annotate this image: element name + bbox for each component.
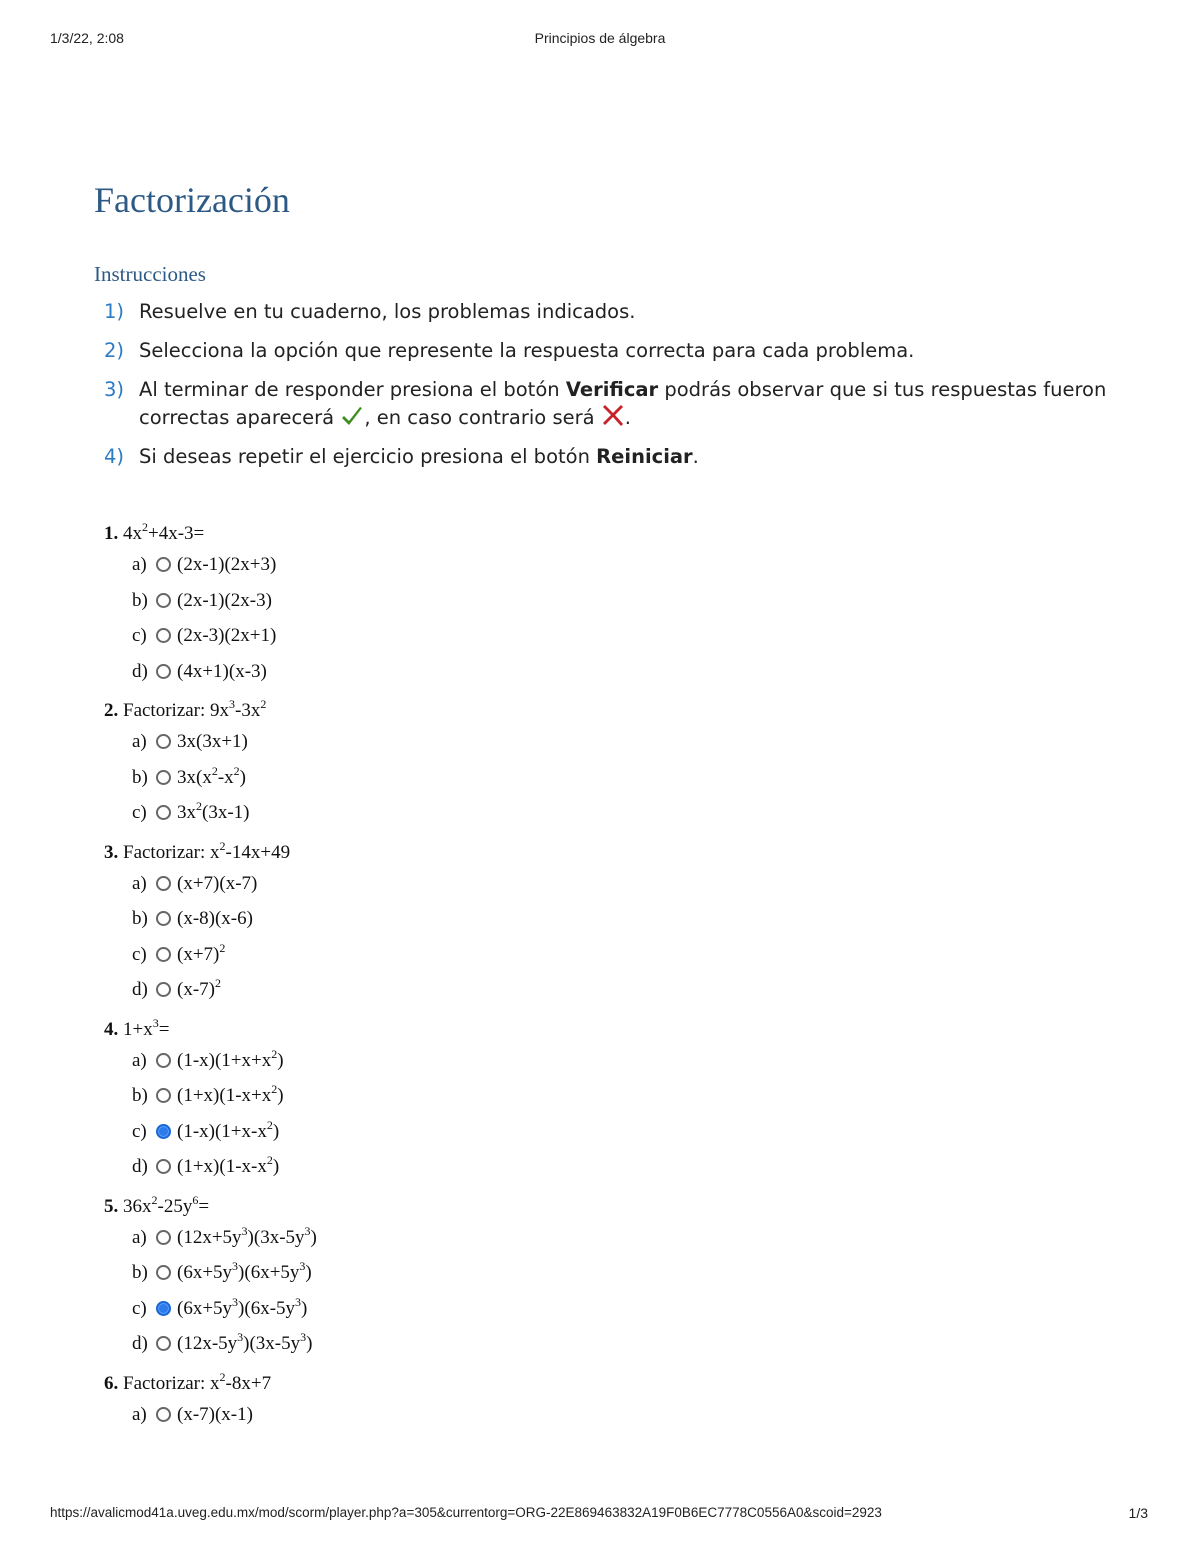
text-part: 36x [118, 1195, 152, 1217]
text-part: (1+x)(1-x-x [177, 1156, 267, 1177]
radio-unselected[interactable] [156, 911, 171, 926]
option-text [177, 937, 225, 973]
superscript: 2 [211, 763, 218, 778]
question-1 [94, 520, 1134, 689]
instruction-number: 2) [104, 339, 125, 362]
questions-list [94, 520, 1134, 1432]
radio-unselected[interactable] [156, 593, 171, 608]
superscript: 3 [295, 1294, 302, 1309]
text-part: ) [305, 1262, 312, 1283]
text-part: ) [306, 1333, 313, 1354]
print-url: https://avalicmod41a.uveg.edu.mx/mod/scorm/player.php?a=305&currentorg=ORG-22E869463832A19F0B6EC7778C0556A0&scoid=2923 [50, 1505, 882, 1520]
print-datetime: 1/3/22, 2:08 [50, 30, 124, 46]
option-text [177, 1149, 279, 1185]
option-text [177, 1397, 253, 1433]
text-part: (2x-3)(2x+1) [177, 625, 277, 646]
answer-option[interactable] [132, 901, 1134, 937]
instructions-heading: Instrucciones [94, 262, 206, 286]
instruction-item [104, 443, 1134, 470]
superscript: 3 [152, 1015, 159, 1030]
option-text [177, 760, 246, 796]
radio-unselected[interactable] [156, 1407, 171, 1422]
superscript: 2 [271, 1046, 278, 1061]
question-stem [104, 1370, 1134, 1397]
text-part: ) [277, 1085, 284, 1106]
superscript: 3 [304, 1223, 311, 1238]
option-text [177, 1114, 279, 1150]
question-stem [104, 697, 1134, 724]
option-letter: d) [132, 660, 148, 682]
answer-option[interactable] [132, 1326, 1134, 1362]
answer-option[interactable] [132, 1291, 1134, 1327]
instruction-number: 3) [104, 378, 125, 401]
superscript: 3 [299, 1259, 306, 1273]
superscript: 2 [214, 976, 221, 990]
instruction-item [104, 376, 1134, 431]
radio-unselected[interactable] [156, 734, 171, 749]
option-text [177, 583, 272, 619]
option-text [177, 1220, 317, 1256]
superscript: 2 [266, 1153, 273, 1167]
option-text [177, 866, 257, 902]
text-part: (x+7) [177, 943, 220, 965]
instruction-item [104, 298, 1134, 325]
answer-option[interactable] [132, 1255, 1134, 1291]
option-text [177, 901, 253, 937]
question-2 [94, 697, 1134, 831]
option-letter: c) [132, 1297, 147, 1319]
superscript: 2 [151, 1192, 158, 1207]
option-letter: c) [132, 943, 147, 965]
text-part: (2x-1)(2x-3) [177, 589, 272, 611]
question-stem [104, 1193, 1134, 1220]
option-letter: a) [132, 1226, 147, 1248]
superscript: 2 [271, 1082, 278, 1096]
reset-button-reference: Reiniciar [596, 445, 693, 468]
option-text [177, 618, 276, 654]
text-part: 3x(3x+1) [177, 731, 248, 752]
option-text [177, 795, 249, 831]
option-letter: a) [132, 1049, 147, 1071]
superscript: 3 [229, 697, 236, 711]
check-icon [340, 406, 364, 428]
option-text [177, 1078, 284, 1114]
radio-unselected[interactable] [156, 947, 171, 962]
option-letter: d) [132, 979, 148, 1000]
text-part: (2x-1)(2x+3) [177, 554, 277, 575]
text-part: )(3x-5y [243, 1333, 301, 1354]
option-text [177, 972, 221, 1008]
option-text [177, 654, 267, 690]
text-part: ) [272, 1120, 280, 1142]
answer-option[interactable] [132, 1078, 1134, 1114]
verify-button-reference: Verificar [565, 378, 659, 401]
text-part: -14x+49 [225, 841, 291, 863]
print-page-number: 1/3 [1128, 1505, 1148, 1521]
text-part: ) [301, 1297, 308, 1319]
question-number: 2. [104, 700, 119, 721]
text-part: (12x-5y [177, 1333, 238, 1354]
superscript: 6 [192, 1192, 199, 1207]
option-letter: b) [132, 589, 148, 611]
answer-option[interactable] [132, 1114, 1134, 1150]
question-number: 4. [104, 1018, 119, 1040]
option-letter: c) [132, 1120, 147, 1142]
text-part: (1+x)(1-x+x [177, 1085, 272, 1106]
text-part: (3x-1) [202, 802, 250, 823]
answer-option[interactable] [132, 547, 1134, 583]
radio-unselected[interactable] [156, 557, 171, 572]
answer-option[interactable] [132, 760, 1134, 796]
question-5 [94, 1193, 1134, 1362]
radio-unselected[interactable] [156, 1159, 171, 1174]
text-part: ) [310, 1226, 317, 1248]
instruction-text-part: , en caso contrario será [364, 406, 601, 429]
question-number: 3. [104, 841, 119, 863]
option-letter: d) [132, 1156, 148, 1177]
instruction-number: 1) [104, 300, 125, 323]
instruction-text-part: . [692, 445, 699, 468]
print-footer [0, 1505, 1200, 1525]
option-text [177, 1291, 307, 1327]
text-part: -3x [235, 700, 261, 721]
answer-option[interactable] [132, 618, 1134, 654]
superscript: 2 [260, 697, 267, 711]
instruction-text [139, 443, 1134, 470]
option-letter: a) [132, 872, 147, 894]
radio-unselected[interactable] [156, 1336, 171, 1351]
instruction-item [104, 337, 1134, 364]
option-text [177, 724, 248, 760]
text-part: )(6x-5y [238, 1297, 296, 1319]
x-icon [601, 403, 625, 427]
radio-selected[interactable] [156, 1124, 171, 1139]
question-number: 6. [104, 1372, 119, 1394]
instruction-text-part: . [624, 406, 631, 429]
radio-unselected[interactable] [156, 628, 171, 643]
option-letter: b) [132, 766, 148, 788]
text-part: ) [239, 766, 246, 788]
question-stem [104, 520, 1134, 547]
text-part: = [158, 1018, 170, 1040]
radio-unselected[interactable] [156, 664, 171, 679]
question-stem [104, 1016, 1134, 1043]
print-page-title: Principios de álgebra [534, 30, 666, 46]
superscript: 2 [219, 1369, 226, 1384]
text-part: (1-x)(1+x-x [177, 1120, 267, 1142]
radio-unselected[interactable] [156, 805, 171, 820]
option-letter: a) [132, 731, 147, 752]
option-letter: a) [132, 554, 147, 575]
answer-option[interactable] [132, 654, 1134, 690]
text-part: (6x+5y [177, 1262, 233, 1283]
instruction-number: 4) [104, 445, 125, 468]
question-stem [104, 839, 1134, 866]
radio-unselected[interactable] [156, 1230, 171, 1245]
text-part: Factorizar: x [118, 841, 220, 863]
option-letter: d) [132, 1333, 148, 1354]
answer-option[interactable] [132, 583, 1134, 619]
superscript: 2 [266, 1117, 273, 1132]
option-text [177, 1326, 312, 1362]
superscript: 2 [233, 763, 240, 778]
option-letter: b) [132, 908, 148, 929]
text-part: (6x+5y [177, 1297, 233, 1319]
text-part: -8x+7 [225, 1372, 272, 1394]
radio-unselected[interactable] [156, 1088, 171, 1103]
text-part: 4x [118, 523, 142, 544]
superscript: 3 [241, 1223, 248, 1238]
question-4 [94, 1016, 1134, 1185]
text-part: (x-8)(x-6) [177, 908, 253, 929]
text-part: Factorizar: x [118, 1372, 220, 1394]
instruction-text: Resuelve en tu cuaderno, los problemas indicados. [139, 300, 636, 323]
text-part: (x-7)(x-1) [177, 1403, 253, 1425]
radio-unselected[interactable] [156, 876, 171, 891]
option-letter: a) [132, 1403, 147, 1425]
superscript: 2 [219, 838, 226, 853]
question-3 [94, 839, 1134, 1008]
answer-option[interactable] [132, 1043, 1134, 1079]
superscript: 3 [300, 1330, 307, 1344]
answer-option[interactable] [132, 795, 1134, 831]
answer-option[interactable] [132, 866, 1134, 902]
text-part: (x+7)(x-7) [177, 872, 258, 894]
text-part: -25y [157, 1195, 193, 1217]
option-letter: c) [132, 802, 147, 823]
instruction-text [139, 376, 1134, 431]
radio-unselected[interactable] [156, 1053, 171, 1068]
option-letter: b) [132, 1262, 148, 1283]
option-letter: c) [132, 625, 147, 646]
superscript: 2 [219, 940, 226, 955]
text-part: 3x(x [177, 766, 212, 788]
superscript: 2 [142, 520, 148, 534]
text-part: 3x [177, 802, 196, 823]
question-number: 5. [104, 1195, 119, 1217]
answer-option[interactable] [132, 1220, 1134, 1256]
instruction-text-part: podrás observar que si tus respuestas fueron correctas aparecerá [139, 378, 1107, 429]
instruction-text-part: Al terminar de responder presiona el botón [139, 378, 566, 401]
radio-unselected[interactable] [156, 982, 171, 997]
text-part: (12x+5y [177, 1226, 242, 1248]
radio-unselected[interactable] [156, 770, 171, 785]
text-part: (1-x)(1+x+x [177, 1049, 272, 1071]
text-part: +4x-3= [148, 523, 205, 544]
radio-selected[interactable] [156, 1301, 171, 1316]
question-number: 1. [104, 523, 119, 544]
instruction-text-part: Si deseas repetir el ejercicio presiona el botón [139, 445, 597, 468]
radio-unselected[interactable] [156, 1265, 171, 1280]
text-part: -x [217, 766, 234, 788]
superscript: 3 [232, 1259, 239, 1273]
text-part: Factorizar: 9x [118, 700, 230, 721]
text-part: = [198, 1195, 210, 1217]
instructions-list [94, 298, 1134, 470]
text-part: 1+x [118, 1018, 153, 1040]
text-part: ) [277, 1049, 284, 1071]
question-6 [94, 1370, 1134, 1433]
answer-option[interactable] [132, 1397, 1134, 1433]
superscript: 3 [232, 1294, 239, 1309]
answer-option[interactable] [132, 972, 1134, 1008]
page-title: Factorización [94, 180, 290, 220]
superscript: 2 [196, 799, 202, 813]
option-text [177, 547, 276, 583]
text-part: (4x+1)(x-3) [177, 660, 267, 682]
text-part: (x-7) [177, 979, 215, 1000]
option-text [177, 1043, 284, 1079]
superscript: 3 [237, 1330, 244, 1344]
option-letter: b) [132, 1085, 148, 1106]
instruction-text: Selecciona la opción que represente la respuesta correcta para cada problema. [139, 339, 915, 362]
text-part: )(3x-5y [247, 1226, 305, 1248]
answer-option[interactable] [132, 1149, 1134, 1185]
text-part: )(6x+5y [238, 1262, 300, 1283]
print-header [0, 30, 1200, 50]
answer-option[interactable] [132, 937, 1134, 973]
option-text [177, 1255, 312, 1291]
text-part: ) [272, 1156, 280, 1177]
answer-option[interactable] [132, 724, 1134, 760]
main-content [94, 176, 1134, 1440]
